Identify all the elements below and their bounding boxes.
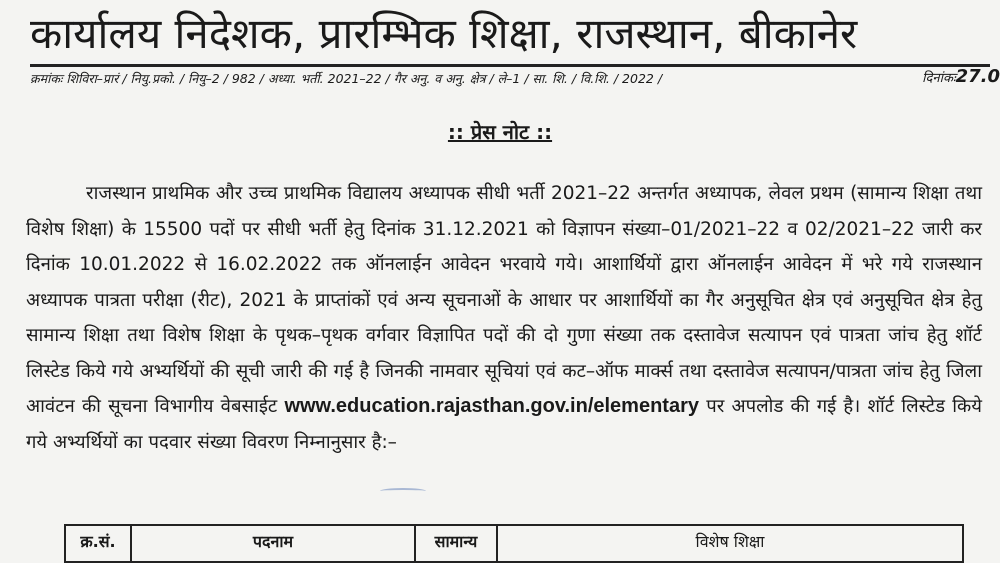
body-paragraph xyxy=(26,176,982,460)
office-title: कार्यालय निदेशक, प्रारम्भिक शिक्षा, राजस्थान, बीकानेर xyxy=(30,6,990,67)
body-text-part1: राजस्थान प्राथमिक और उच्च प्राथमिक विद्यालय अध्यापक सीधी भर्ती 2021–22 अन्तर्गत अध्यापक, लेवल प्रथम (सामान्य शिक्षा तथा विशेष शिक्षा) के 15500 पदों पर सीधी भर्ती हेतु दिनांक 31.12.2021 को विज्ञापन संख्या–01/2021–22 व 02/2021–22 जारी कर दिनांक 10.01.2022 से 16.02.2022 तक ऑनलाईन आवेदन भरवाये गये। आशार्थियों द्वारा ऑनलाईन आवेदन में भरे गये राजस्थान अध्यापक पात्रता परीक्षा (रीट), 2021 के प्राप्तांकों एवं अन्य सूचनाओं के आधार पर आशार्थियों का गैर अनुसूचित क्षेत्र एवं अनुसूचित क्षेत्र हेतु सामान्य शिक्षा तथा विशेष शिक्षा के पृथक–पृथक वर्गवार विज्ञापित पदों की दो गुणा संख्या तक दस्तावेज सत्यापन एवं पात्रता जांच हेतु शॉर्ट लिस्टेड किये गये अभ्यर्थियों की सूची जारी की गई है जिनकी नामवार सूचियां एवं कट–ऑफ मार्क्स तथा दस्तावेज सत्यापन/पात्रता जांच हेतु जिला आवंटन की सूचना विभागीय वेबसाईट xyxy=(26,183,982,417)
body-text-part2: पर अपलोड की गई है। शॉर्ट लिस्टेड किये गये अभ्यर्थियों का पदवार संख्या विवरण निम्नानुसार है:– xyxy=(26,396,982,453)
date-value: 27.0 xyxy=(955,66,1000,87)
website-link[interactable]: www.education.rajasthan.gov.in/elementary xyxy=(284,395,699,417)
press-note-body xyxy=(26,176,982,460)
header-serial-number: क्र.सं. xyxy=(65,525,131,562)
press-note-text: :: प्रेस नोट :: xyxy=(447,120,553,144)
header-post-name: पदनाम xyxy=(131,525,415,562)
reference-line xyxy=(30,66,1000,87)
table-header-row xyxy=(65,525,963,562)
posts-table xyxy=(64,524,964,563)
reference-number: क्रमांकः शिविरा–प्रारं / नियु.प्रको. / नियु–2 / 982 / अध्या. भर्ती. 2021–22 / गैर अनु. व अनु. क्षेत्र / ले–1 / सा. शि. / वि.शि. / 2022 / xyxy=(30,71,663,86)
date-label: दिनांकः xyxy=(922,71,956,86)
header-general: सामान्य xyxy=(415,525,497,562)
press-note-heading xyxy=(0,118,1000,145)
pen-mark xyxy=(380,488,426,494)
header-special-education: विशेष शिक्षा xyxy=(497,525,963,562)
date xyxy=(922,66,1000,87)
posts-table-grid xyxy=(64,524,964,563)
